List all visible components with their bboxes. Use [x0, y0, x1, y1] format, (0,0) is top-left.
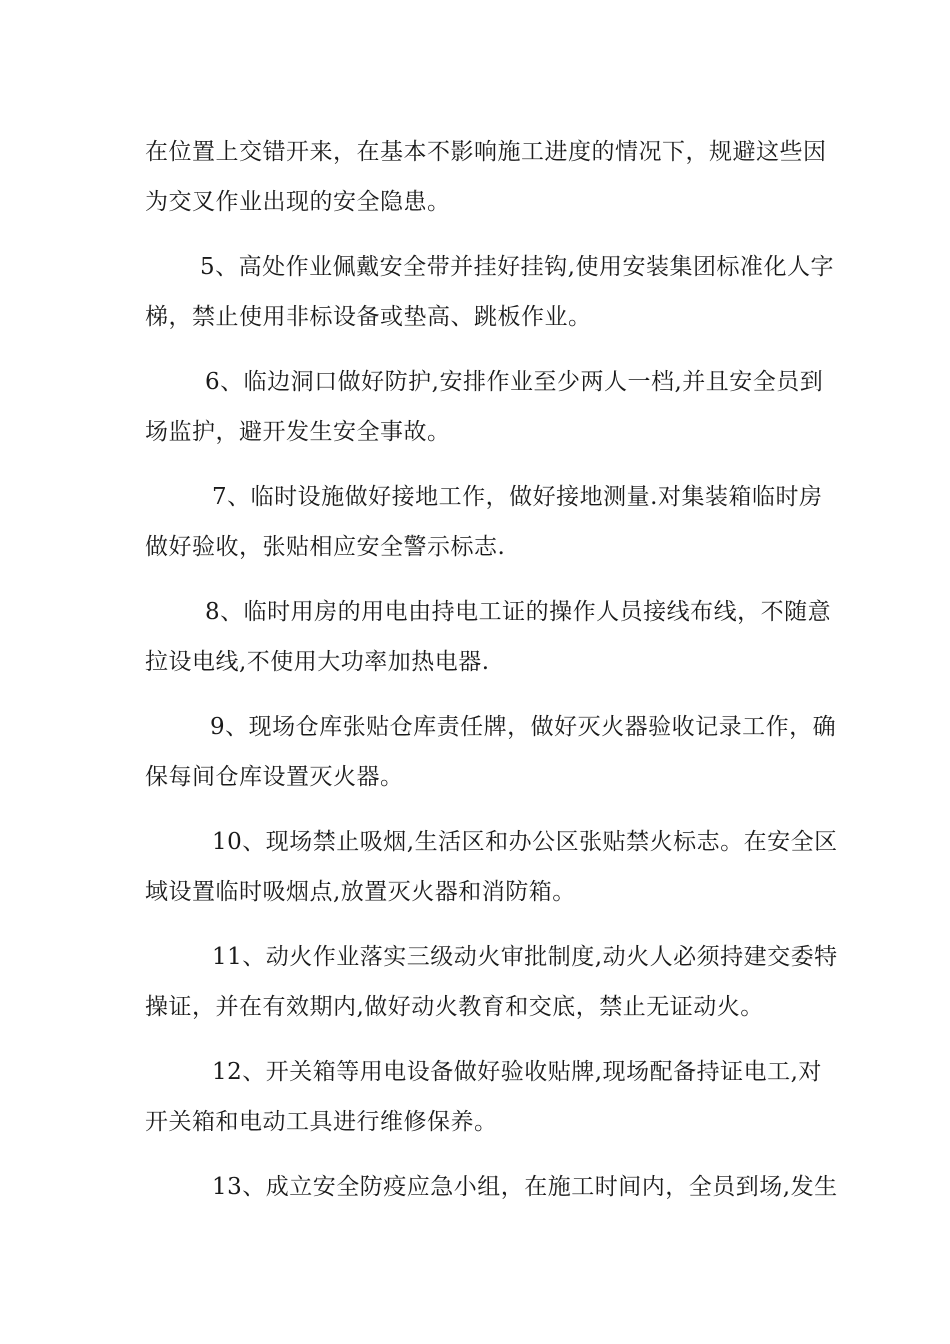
- text-line: 做好验收，张贴相应安全警示标志.: [145, 534, 506, 560]
- text-line: 域设置临时吸烟点,放置灭火器和消防箱。: [145, 879, 576, 905]
- list-item-9: 9、现场仓库张贴仓库责任牌，做好灭火器验收记录工作，确: [210, 714, 837, 740]
- list-item-6: 6、临边洞口做好防护,安排作业至少两人一档,并且安全员到: [205, 369, 824, 395]
- text-line: 梯，禁止使用非标设备或垫高、跳板作业。: [145, 304, 592, 330]
- list-item-5: 5、高处作业佩戴安全带并挂好挂钩,使用安装集团标准化人字: [200, 254, 834, 280]
- list-item-8: 8、临时用房的用电由持电工证的操作人员接线布线，不随意: [205, 599, 832, 625]
- list-item-12: 12、开关箱等用电设备做好验收贴牌,现场配备持证电工,对: [212, 1059, 822, 1085]
- text-line: 保每间仓库设置灭火器。: [145, 764, 404, 790]
- text-line: 为交叉作业出现的安全隐患。: [145, 189, 451, 215]
- text-line: 在位置上交错开来，在基本不影响施工进度的情况下，规避这些因: [145, 139, 827, 165]
- list-item-7: 7、临时设施做好接地工作，做好接地测量.对集装箱临时房: [212, 484, 823, 510]
- text-line: 开关箱和电动工具进行维修保养。: [145, 1109, 498, 1135]
- text-line: 场监护，避开发生安全事故。: [145, 419, 451, 445]
- text-line: 拉设电线,不使用大功率加热电器.: [145, 649, 490, 675]
- list-item-13: 13、成立安全防疫应急小组，在施工时间内，全员到场,发生: [212, 1174, 838, 1200]
- list-item-11: 11、动火作业落实三级动火审批制度,动火人必须持建交委特: [212, 944, 838, 970]
- list-item-10: 10、现场禁止吸烟,生活区和办公区张贴禁火标志。在安全区: [212, 829, 838, 855]
- text-line: 操证，并在有效期内,做好动火教育和交底，禁止无证动火。: [145, 994, 764, 1020]
